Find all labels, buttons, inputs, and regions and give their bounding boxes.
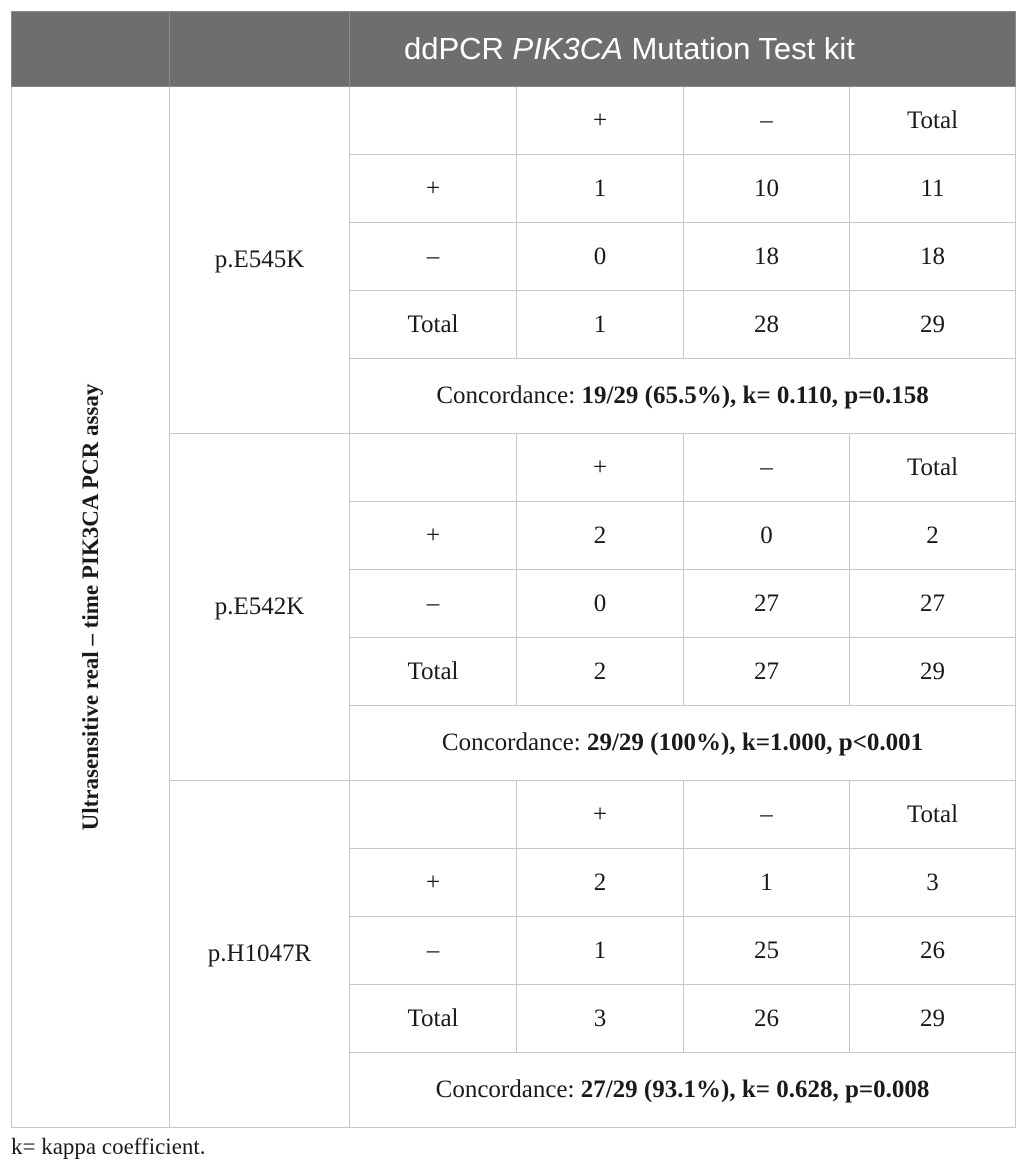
cell-positive: 0: [517, 570, 684, 638]
row-label: +: [350, 502, 517, 570]
cell-total: 27: [850, 570, 1016, 638]
cell-positive: 2: [517, 502, 684, 570]
subheader-empty-cell: [350, 87, 517, 155]
header-empty-cell: [170, 12, 350, 87]
cell-negative: 28: [684, 291, 850, 359]
cell-total: 2: [850, 502, 1016, 570]
cell-total: 18: [850, 223, 1016, 291]
concordance-label: Concordance:: [441, 729, 587, 756]
table-container: [11, 11, 1015, 1128]
row-label: –: [350, 570, 517, 638]
row-axis-label-cell: [12, 87, 170, 1128]
group-subheader-row: [12, 87, 1016, 155]
cell-negative: 26: [684, 985, 850, 1053]
row-label: +: [350, 155, 517, 223]
mutation-label: p.E542K: [170, 434, 350, 781]
column-header: +: [517, 87, 684, 155]
cell-negative: 27: [684, 638, 850, 706]
concordance-cell: [350, 706, 1016, 781]
cell-total: 3: [850, 849, 1016, 917]
cell-negative: 27: [684, 570, 850, 638]
row-label: Total: [350, 985, 517, 1053]
cell-positive: 1: [517, 917, 684, 985]
subheader-empty-cell: [350, 781, 517, 849]
cell-total: 29: [850, 291, 1016, 359]
cell-negative: 1: [684, 849, 850, 917]
row-label: –: [350, 917, 517, 985]
cell-negative: 0: [684, 502, 850, 570]
concordance-cell: [350, 359, 1016, 434]
cell-positive: 1: [517, 291, 684, 359]
row-label: Total: [350, 291, 517, 359]
concordance-value: 29/29 (100%), k=1.000, p<0.001: [586, 729, 924, 756]
concordance-label: Concordance:: [435, 1076, 581, 1103]
cell-negative: 10: [684, 155, 850, 223]
cell-negative: 18: [684, 223, 850, 291]
footnote: k= kappa coefficient.: [11, 1134, 206, 1159]
concordance-table: [11, 11, 1016, 1128]
row-label: +: [350, 849, 517, 917]
header-title-prefix: ddPCR: [404, 31, 513, 66]
concordance-value: 27/29 (93.1%), k= 0.628, p=0.008: [580, 1076, 930, 1103]
header-title: [350, 12, 1016, 87]
header-empty-cell: [12, 12, 170, 87]
cell-total: 29: [850, 985, 1016, 1053]
row-label: –: [350, 223, 517, 291]
row-label: Total: [350, 638, 517, 706]
subheader-empty-cell: [350, 434, 517, 502]
concordance-value: 19/29 (65.5%), k= 0.110, p=0.158: [581, 382, 929, 409]
cell-total: 29: [850, 638, 1016, 706]
column-header: –: [684, 434, 850, 502]
cell-positive: 0: [517, 223, 684, 291]
cell-negative: 25: [684, 917, 850, 985]
column-header: +: [517, 781, 684, 849]
cell-total: 11: [850, 155, 1016, 223]
cell-positive: 1: [517, 155, 684, 223]
column-header: –: [684, 87, 850, 155]
column-header: +: [517, 434, 684, 502]
concordance-label: Concordance:: [436, 382, 582, 409]
column-header: –: [684, 781, 850, 849]
cell-positive: 2: [517, 638, 684, 706]
cell-positive: 3: [517, 985, 684, 1053]
column-header: Total: [850, 87, 1016, 155]
cell-total: 26: [850, 917, 1016, 985]
header-row: [12, 12, 1016, 87]
header-title-suffix: Mutation Test kit: [622, 31, 855, 66]
column-header: Total: [850, 781, 1016, 849]
concordance-cell: [350, 1053, 1016, 1128]
mutation-label: p.E545K: [170, 87, 350, 434]
row-axis-label: Ultrasensitive real – time PIK3CA PCR assay: [77, 383, 103, 831]
column-header: Total: [850, 434, 1016, 502]
mutation-label: p.H1047R: [170, 781, 350, 1128]
header-title-gene: PIK3CA: [512, 31, 623, 66]
cell-positive: 2: [517, 849, 684, 917]
